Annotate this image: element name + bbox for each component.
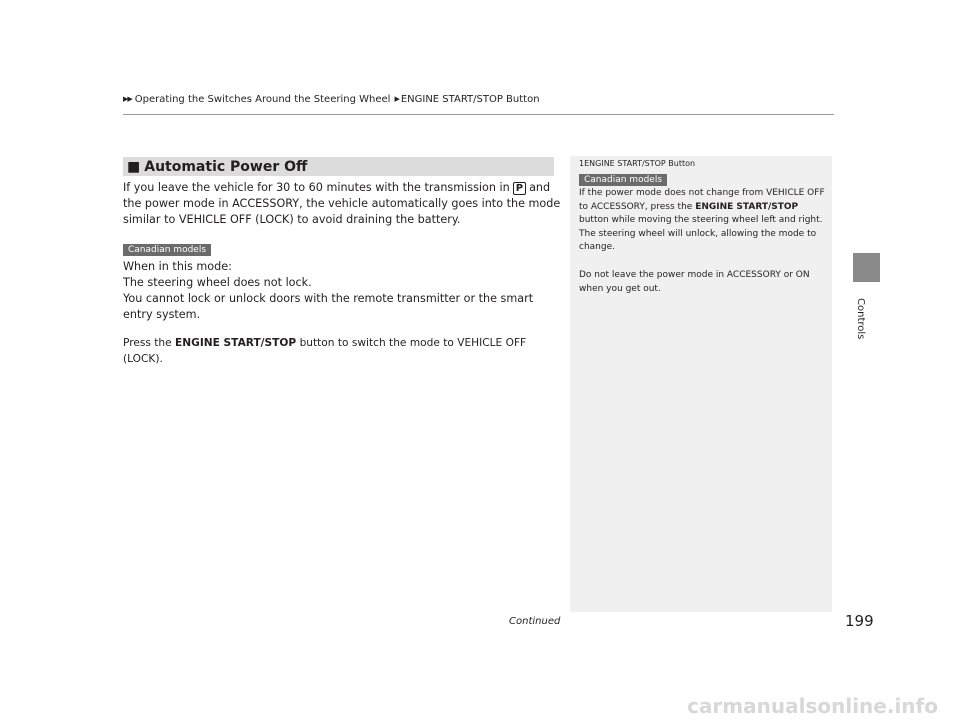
breadcrumb-item-switches: Operating the Switches Around the Steering Wheel — [134, 94, 391, 105]
section-heading — [123, 157, 554, 176]
page-number: 199 — [845, 612, 874, 630]
breadcrumb — [123, 94, 540, 105]
header-divider — [123, 114, 834, 115]
paragraph-press-button: Press the ENGINE START/STOP button to switch the mode to VEHICLE OFF (LOCK). — [123, 337, 527, 365]
triangle-icon: ▶ — [394, 95, 399, 103]
section-tab-label: Controls — [855, 298, 866, 340]
paragraph-mode-details: When in this mode: The steering wheel does not lock. You cannot lock or unlock doors with the remote transmitter or the smart entry system. — [123, 260, 534, 321]
sidebar-reference-title: 1ENGINE START/STOP Button — [579, 159, 696, 168]
square-bullet-icon: ■ — [127, 158, 141, 175]
gear-p-key: P — [513, 182, 526, 195]
region-badge: Canadian models — [123, 244, 211, 256]
section-tab-marker — [853, 253, 880, 282]
sidebar-paragraph-unlock: If the power mode does not change from VEHICLE OFF to ACCESSORY, press the ENGINE START/STOP button while moving the steering wheel left and right. The steering wheel will unlock, allowing the mode to change. — [579, 188, 825, 252]
reference-marker-icon: 1 — [579, 159, 585, 168]
double-triangle-icon: ▶▶ — [123, 95, 132, 103]
section-heading-title: Automatic Power Off — [144, 158, 308, 175]
sidebar-region-badge: Canadian models — [579, 174, 667, 186]
paragraph-auto-power-off: If you leave the vehicle for 30 to 60 minutes with the transmission in P and the power mode in ACCESSORY, the vehicle automatically goes into the mode similar to VEHICLE OFF (LOCK) to avoid draining the battery. — [123, 181, 561, 226]
watermark: carmanualsonline.info — [687, 694, 938, 718]
sidebar-paragraph-warning: Do not leave the power mode in ACCESSORY or ON when you get out. — [579, 270, 810, 294]
breadcrumb-item-engine-button: ENGINE START/STOP Button — [400, 94, 540, 105]
continued-label: Continued — [509, 616, 561, 627]
